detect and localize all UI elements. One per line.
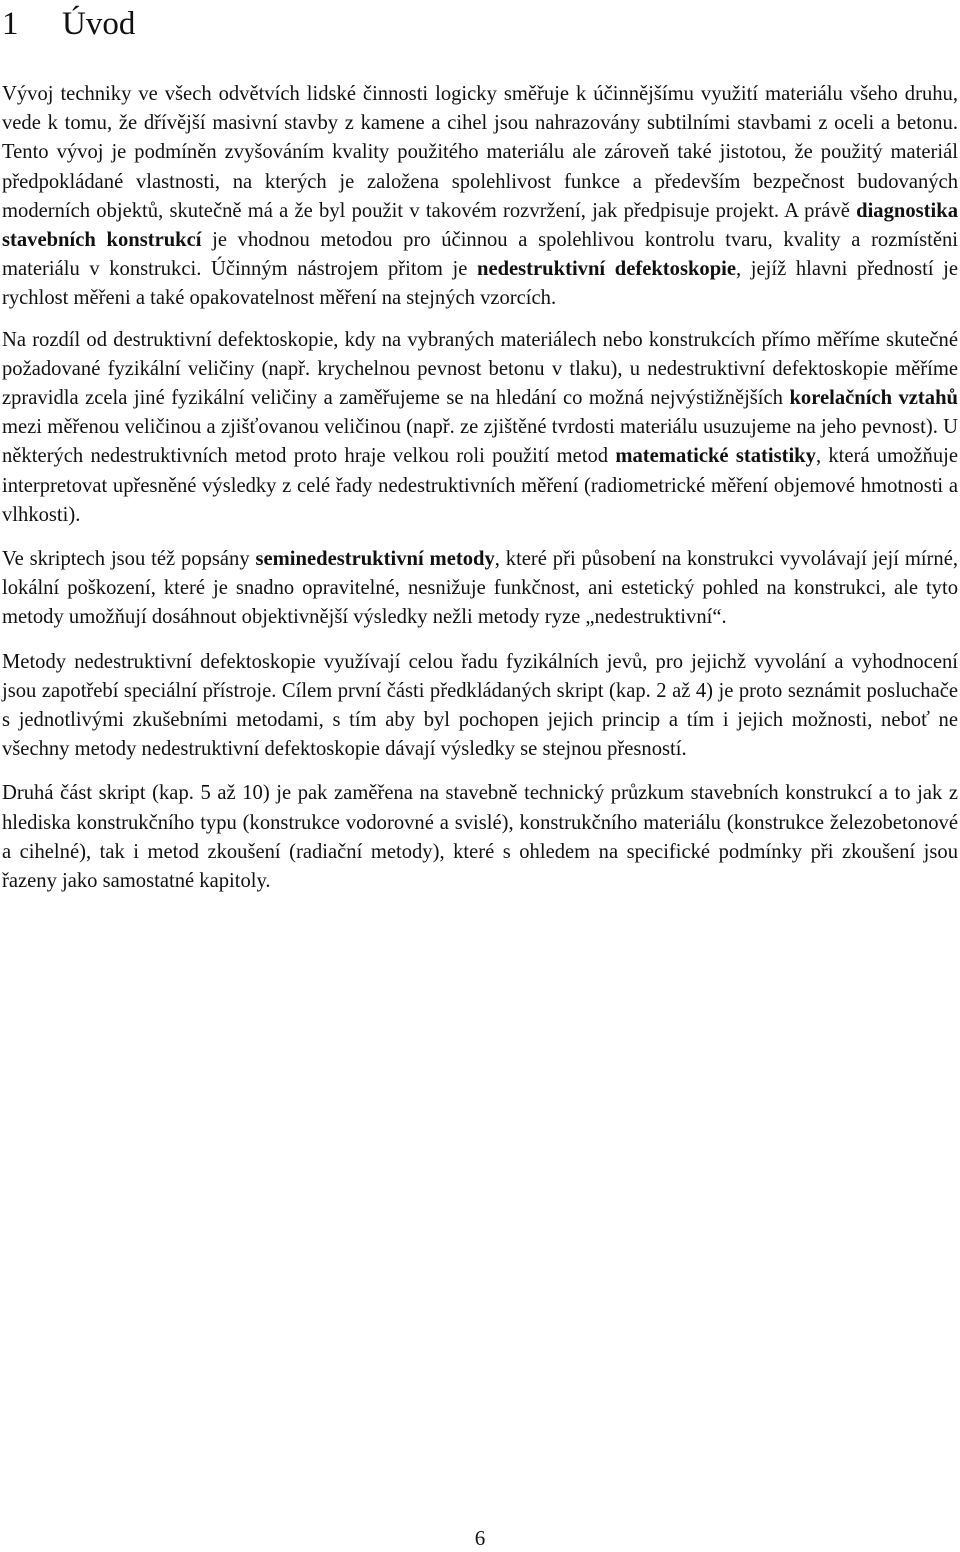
document-body — [2, 80, 958, 911]
text-run: , která umožňuje interpretovat upřesněné výsledky z celé řady nedestruktivních měření (radiometrické měření objemové hmotnosti a vlhkosti). — [2, 445, 959, 526]
paragraph-3 — [2, 545, 958, 633]
section-number: 1 — [2, 6, 19, 42]
bold-term: nedestruktivní defektoskopie — [476, 258, 737, 281]
text-run: Na rozdíl od destruktivní defektoskopie, kdy na vybraných materiálech nebo konstrukcích přímo měříme skutečné požadované fyzikální veličiny (např. krychelnou pevnost betonu v tlaku), u nedestruktivní defektoskopie měříme zpravidla zcela jiné fyzikální veličiny a zaměřujeme se na hledání co možná nejvýstižnějších — [2, 328, 958, 410]
bold-term: korelačních vztahů — [789, 387, 958, 410]
section-title: Úvod — [62, 6, 136, 42]
paragraph-4 — [2, 648, 958, 765]
paragraph-2 — [2, 326, 958, 530]
text-run: mezi měřenou veličinou a zjišťovanou veličinou (např. ze zjištěné tvrdosti materiálu usuzujeme na jeho pevnost). U některých nedestruktivních metod proto hraje velkou roli použití metod — [2, 416, 958, 468]
text-run: Vývoj techniky ve všech odvětvích lidské činnosti logicky směřuje k účinnějšímu využití materiálu všeho druhu, vede k tomu, že dřívější masivní stavby z kamene a cihel jsou nahrazovány subtilními stavbami z oceli a betonu. Tento vývoj je podmíněn zvyšováním kvality použitého materiálu ale zároveň také jistotou, že použitý materiál předpokládané vlastnosti, na kterých je založena spolehlivost funkce a především bezpečnost budovaných moderních objektů, skutečně má a že byl použit v takovém rozvržení, jak předpisuje projekt. A právě — [2, 83, 958, 222]
text-run: Druhá část skript (kap. 5 až 10) je pak zaměřena na stavebně technický průzkum stavebních konstrukcí a to jak z hlediska konstrukčního typu (konstrukce vodorovné a svislé), konstrukčního materiálu (konstrukce železobetonové a cihelné), tak i metod zkoušení (radiační metody), které s ohledem na specifické podmínky při zkoušení jsou řazeny jako samostatné kapitoly. — [2, 782, 958, 893]
paragraph-1 — [2, 80, 958, 314]
text-run: Ve skriptech jsou též popsány — [2, 548, 256, 571]
text-run: je vhodnou metodou pro účinnou a spolehlivou kontrolu tvaru, kvality a rozmístěni materiálu v konstrukci. Účinným nástrojem přitom je — [2, 229, 959, 281]
text-run: Metody nedestruktivní defektoskopie využívají celou řadu fyzikálních jevů, pro jejichž vyvolání a vyhodnocení jsou zapotřebí speciální přístroje. Cílem první části předkládaných skript (kap. 2 až 4) je proto seznámit posluchače s jednotlivými zkušebními metodami, s tím aby byl pochopen jejich princip a tím i jejich možnosti, neboť ne všechny metody nedestruktivní defektoskopie dávají výsledky se stejnou přesností. — [2, 650, 958, 761]
text-run: , které při působení na konstrukci vyvolávají její mírné, lokální poškození, které je snadno opravitelné, nesnižuje funkčnost, ani estetický pohled na konstrukci, ale tyto metody umožňují dosáhnout objektivnější výsledky nežli metody ryze „nedestruktivní“. — [2, 548, 958, 629]
text-run: , jejíž hlavni předností je rychlost měřeni a také opakovatelnost měření na stejných vzorcích. — [2, 258, 959, 310]
section-heading — [2, 2, 135, 46]
bold-term: matematické statistiky — [615, 445, 816, 468]
page-number: 6 — [474, 1526, 486, 1550]
bold-term: diagnostika stavebních konstrukcí — [2, 199, 958, 252]
paragraph-5 — [2, 779, 958, 896]
bold-term: seminedestruktivní metody — [255, 548, 495, 571]
